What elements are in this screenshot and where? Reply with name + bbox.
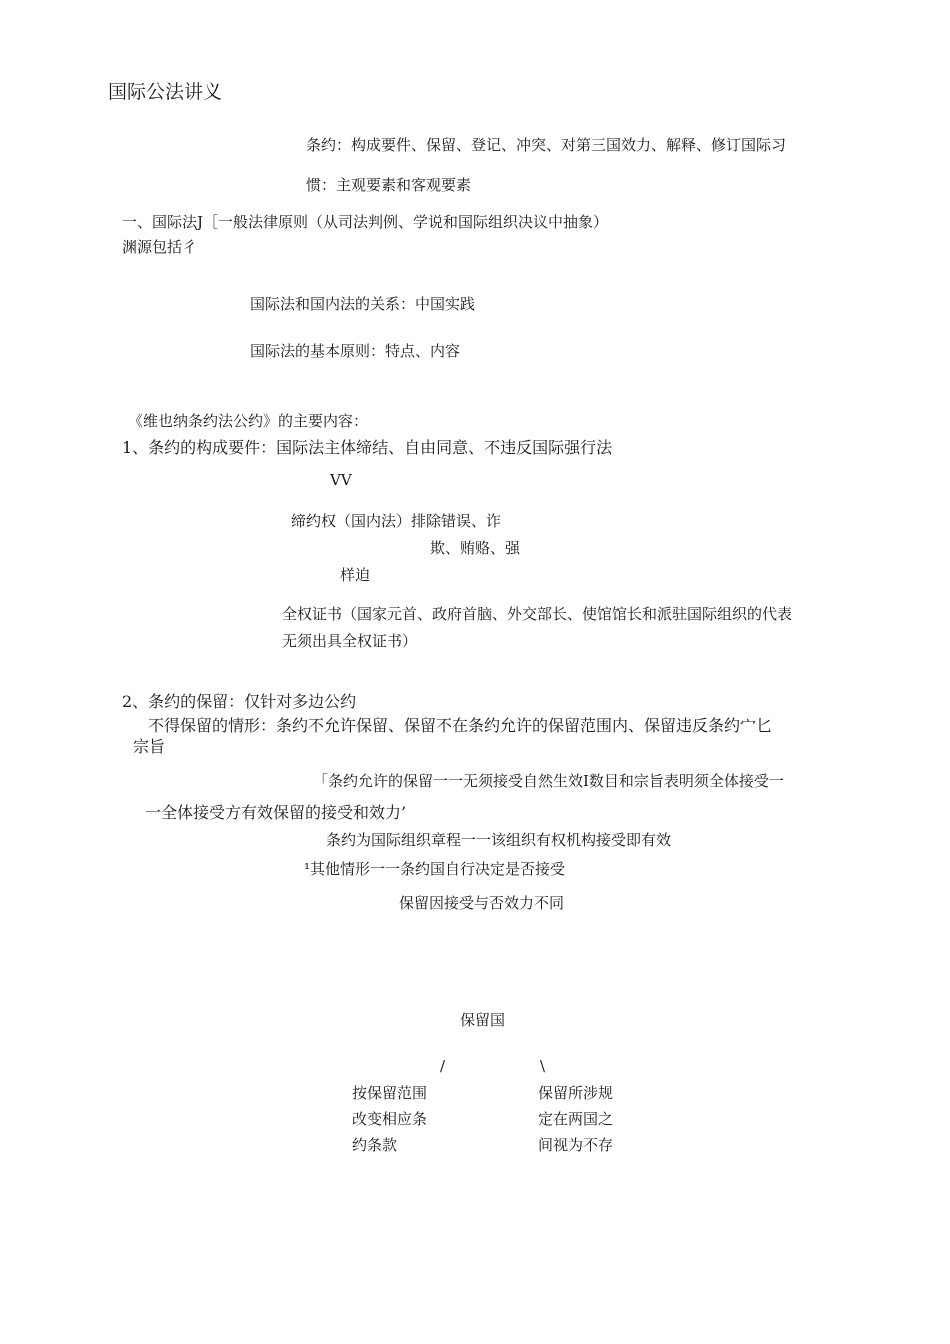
vv-mark: VV: [330, 471, 352, 489]
coercion-cont-line: 样迫: [340, 566, 371, 584]
full-powers-line-2: 无须出具全权证书）: [282, 632, 418, 650]
sources-intro: 一、国际法J［一般法律原则（从司法判例、学说和国际组织决议中抽象）: [122, 213, 609, 231]
capacity-line: 缔约权（国内法）排除错误、诈: [291, 512, 502, 530]
all-accept-line: 一全体接受方有效保留的接受和效力’: [145, 803, 407, 822]
diagram-right-line-3: 间视为不存: [538, 1136, 614, 1154]
treaty-line-1: 条约：构成要件、保留、登记、冲突、对第三国效力、解释、修订国际习: [306, 136, 787, 154]
fraud-cont-line: 欺、贿赂、强: [430, 539, 521, 557]
diagram-left-slash: /: [440, 1057, 446, 1075]
diagram-right-line-1: 保留所涉规: [538, 1084, 614, 1102]
vienna-heading: 《维也纳条约法公约》的主要内容：: [128, 412, 369, 430]
prohibited-cont: 宗旨: [133, 737, 166, 756]
org-charter-line: 条约为国际组织章程一一该组织有权机构接受即有效: [326, 831, 672, 849]
relations-line: 国际法和国内法的关系：中国实践: [250, 295, 476, 313]
full-powers-line-1: 全权证书（国家元首、政府首脑、外交部长、使馆馆长和派驻国际组织的代表: [282, 605, 793, 623]
diagram-right-slash: \: [540, 1057, 546, 1075]
prohibited-line: 不得保留的情形：条约不允许保留、保留不在条约允许的保留范围内、保留违反条约宀匕: [148, 716, 773, 735]
allowed-line: 「条约允许的保留一一无须接受自然生效I数目和宗旨表明须全体接受一: [313, 772, 784, 790]
sources-intro-cont: 渊源包括彳: [122, 238, 198, 256]
effect-line: 保留因接受与否效力不同: [399, 894, 565, 912]
diagram-root: 保留国: [460, 1011, 506, 1029]
treaty-line-2: 惯：主观要素和客观要素: [306, 176, 472, 194]
other-line: ¹其他情形一一条约国自行决定是否接受: [304, 860, 566, 878]
principles-line: 国际法的基本原则：特点、内容: [250, 342, 461, 360]
item-1-elements: 1、条约的构成要件：国际法主体缔结、自由同意、不违反国际强行法: [122, 438, 613, 457]
document-title: 国际公法讲义: [108, 81, 223, 103]
diagram-right-line-2: 定在两国之: [538, 1110, 614, 1128]
diagram-left-line-1: 按保留范围: [352, 1084, 428, 1102]
diagram-left-line-3: 约条款: [352, 1136, 398, 1154]
diagram-left-line-2: 改变相应条: [352, 1110, 428, 1128]
reservation-heading: 2、条约的保留：仅针对多边公约: [122, 692, 357, 711]
